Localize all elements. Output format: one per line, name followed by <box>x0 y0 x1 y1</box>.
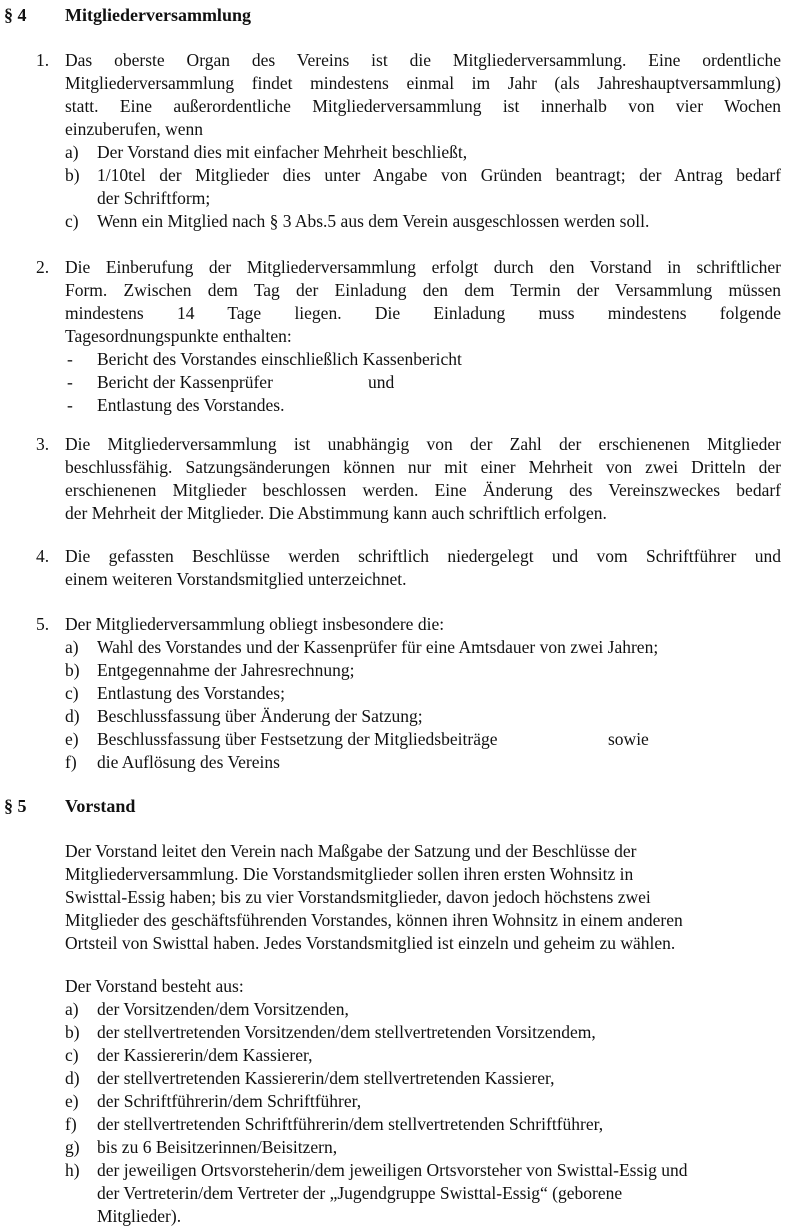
bullet-dash: - <box>67 372 73 392</box>
paragraph-line: Ortsteil von Swisttal haben. Jedes Vorstandsmitglied ist einzeln und geheim zu wählen. <box>65 933 676 953</box>
member-text: der stellvertretenden Schriftführerin/dem stellvertretenden Schriftführer, <box>97 1114 604 1134</box>
sub-item-text: der Schriftform; <box>97 188 211 208</box>
sub-item-text: 1/10tel der Mitglieder dies unter Angabe von Gründen beantragt; der Antrag bedarf <box>97 165 781 185</box>
paragraph-line: mindestens 14 Tage liegen. Die Einladung muss mindestens folgende <box>65 303 781 323</box>
paragraph-line: Swisttal-Essig haben; bis zu vier Vorstandsmitglieder, davon jedoch höchstens zwei <box>65 887 651 907</box>
member-text: der stellvertretenden Vorsitzenden/dem stellvertretenden Vorsitzendem, <box>97 1022 596 1042</box>
paragraph-line: Der Vorstand leitet den Verein nach Maßgabe der Satzung und der Beschlüsse der <box>65 841 637 861</box>
member-text: der Vertreterin/dem Vertreter der „Jugendgruppe Swisttal-Essig“ (geborene <box>97 1183 623 1203</box>
member-text: bis zu 6 Beisitzerinnen/Beisitzern, <box>97 1137 338 1157</box>
sub-item-label: d) <box>65 706 80 726</box>
paragraph-line: Tagesordnungspunkte enthalten: <box>65 326 292 346</box>
sub-item-text: Wahl des Vorstandes und der Kassenprüfer für eine Amtsdauer von zwei Jahren; <box>97 637 659 657</box>
member-label: g) <box>65 1137 80 1157</box>
member-text: Mitglieder). <box>97 1206 182 1226</box>
bullet-text: Bericht des Vorstandes einschließlich Kassenbericht <box>97 349 462 369</box>
member-text: der Schriftführerin/dem Schriftführer, <box>97 1091 362 1111</box>
sub-item-label: c) <box>65 683 79 703</box>
sub-item-label: b) <box>65 660 80 680</box>
member-text: der jeweiligen Ortsvorsteherin/dem jeweiligen Ortsvorsteher von Swisttal-Essig und <box>97 1160 688 1180</box>
member-label: h) <box>65 1160 80 1180</box>
member-label: b) <box>65 1022 80 1042</box>
paragraph-line: Mitgliederversammlung. Die Vorstandsmitglieder sollen ihren ersten Wohnsitz in <box>65 864 634 884</box>
member-label: a) <box>65 999 79 1019</box>
paragraph-line: Mitglieder des geschäftsführenden Vorstandes, können ihren Wohnsitz in einem anderen <box>65 910 683 930</box>
sub-item-label: f) <box>65 752 77 772</box>
paragraph-line: Die Mitgliederversammlung ist unabhängig von der Zahl der erschienenen Mitglieder <box>65 434 781 454</box>
sub-item-label: b) <box>65 165 80 185</box>
paragraph-line: Mitgliederversammlung findet mindestens einmal im Jahr (als Jahreshauptversammlung) <box>65 73 781 93</box>
item-number: 3. <box>36 434 50 454</box>
member-label: e) <box>65 1091 79 1111</box>
bullet-text: Bericht der Kassenprüfer <box>97 372 273 392</box>
paragraph-line: erschienenen Mitglieder beschlossen werden. Eine Änderung des Vereinszweckes bedarf <box>65 480 781 500</box>
member-label: d) <box>65 1068 80 1088</box>
sub-item-text: Beschlussfassung über Änderung der Satzung; <box>97 706 423 726</box>
list-intro: Der Vorstand besteht aus: <box>65 976 244 996</box>
sub-item-label: a) <box>65 142 79 162</box>
sub-item-text: Beschlussfassung über Festsetzung der Mitgliedsbeiträge <box>97 729 498 749</box>
sub-item-text: Der Vorstand dies mit einfacher Mehrheit beschließt, <box>97 142 468 162</box>
sub-item-label: e) <box>65 729 79 749</box>
paragraph-line: beschlussfähig. Satzungsänderungen können nur mit einer Mehrheit von zwei Dritteln der <box>65 457 781 477</box>
paragraph-line: statt. Eine außerordentliche Mitgliederversammlung ist innerhalb von vier Wochen <box>65 96 781 116</box>
item-number: 1. <box>36 50 50 70</box>
paragraph-line: der Mehrheit der Mitglieder. Die Abstimmung kann auch schriftlich erfolgen. <box>65 503 607 523</box>
paragraph-line: Die Einberufung der Mitgliederversammlung erfolgt durch den Vorstand in schriftlicher <box>65 257 781 277</box>
paragraph-line: einem weiteren Vorstandsmitglied unterzeichnet. <box>65 569 407 589</box>
paragraph-line: Das oberste Organ des Vereins ist die Mitgliederversammlung. Eine ordentliche <box>65 50 781 70</box>
bullet-text: Entlastung des Vorstandes. <box>97 395 285 415</box>
sub-item-text: die Auflösung des Vereins <box>97 752 280 772</box>
member-label: c) <box>65 1045 79 1065</box>
paragraph-line: Form. Zwischen dem Tag der Einladung den dem Termin der Versammlung müssen <box>65 280 781 300</box>
section-number: § 5 <box>4 796 27 816</box>
member-text: der Kassiererin/dem Kassierer, <box>97 1045 313 1065</box>
item-number: 4. <box>36 546 50 566</box>
sub-item-trailing-word: sowie <box>608 729 649 749</box>
member-label: f) <box>65 1114 77 1134</box>
bullet-dash: - <box>67 349 73 369</box>
paragraph-line: Der Mitgliederversammlung obliegt insbesondere die: <box>65 614 445 634</box>
item-number: 5. <box>36 614 50 634</box>
sub-item-text: Entgegennahme der Jahresrechnung; <box>97 660 355 680</box>
section-title: Vorstand <box>65 796 136 816</box>
sub-item-label: c) <box>65 211 79 231</box>
member-text: der stellvertretenden Kassiererin/dem stellvertretenden Kassierer, <box>97 1068 555 1088</box>
item-number: 2. <box>36 257 50 277</box>
paragraph-line: Die gefassten Beschlüsse werden schriftlich niedergelegt und vom Schriftführer und <box>65 546 781 566</box>
section-title: Mitgliederversammlung <box>65 5 251 25</box>
sub-item-label: a) <box>65 637 79 657</box>
paragraph-line: einzuberufen, wenn <box>65 119 203 139</box>
section-number: § 4 <box>4 5 27 25</box>
sub-item-text: Entlastung des Vorstandes; <box>97 683 285 703</box>
member-text: der Vorsitzenden/dem Vorsitzenden, <box>97 999 349 1019</box>
bullet-dash: - <box>67 395 73 415</box>
sub-item-text: Wenn ein Mitglied nach § 3 Abs.5 aus dem Verein ausgeschlossen werden soll. <box>97 211 650 231</box>
bullet-trailing-word: und <box>368 372 395 392</box>
